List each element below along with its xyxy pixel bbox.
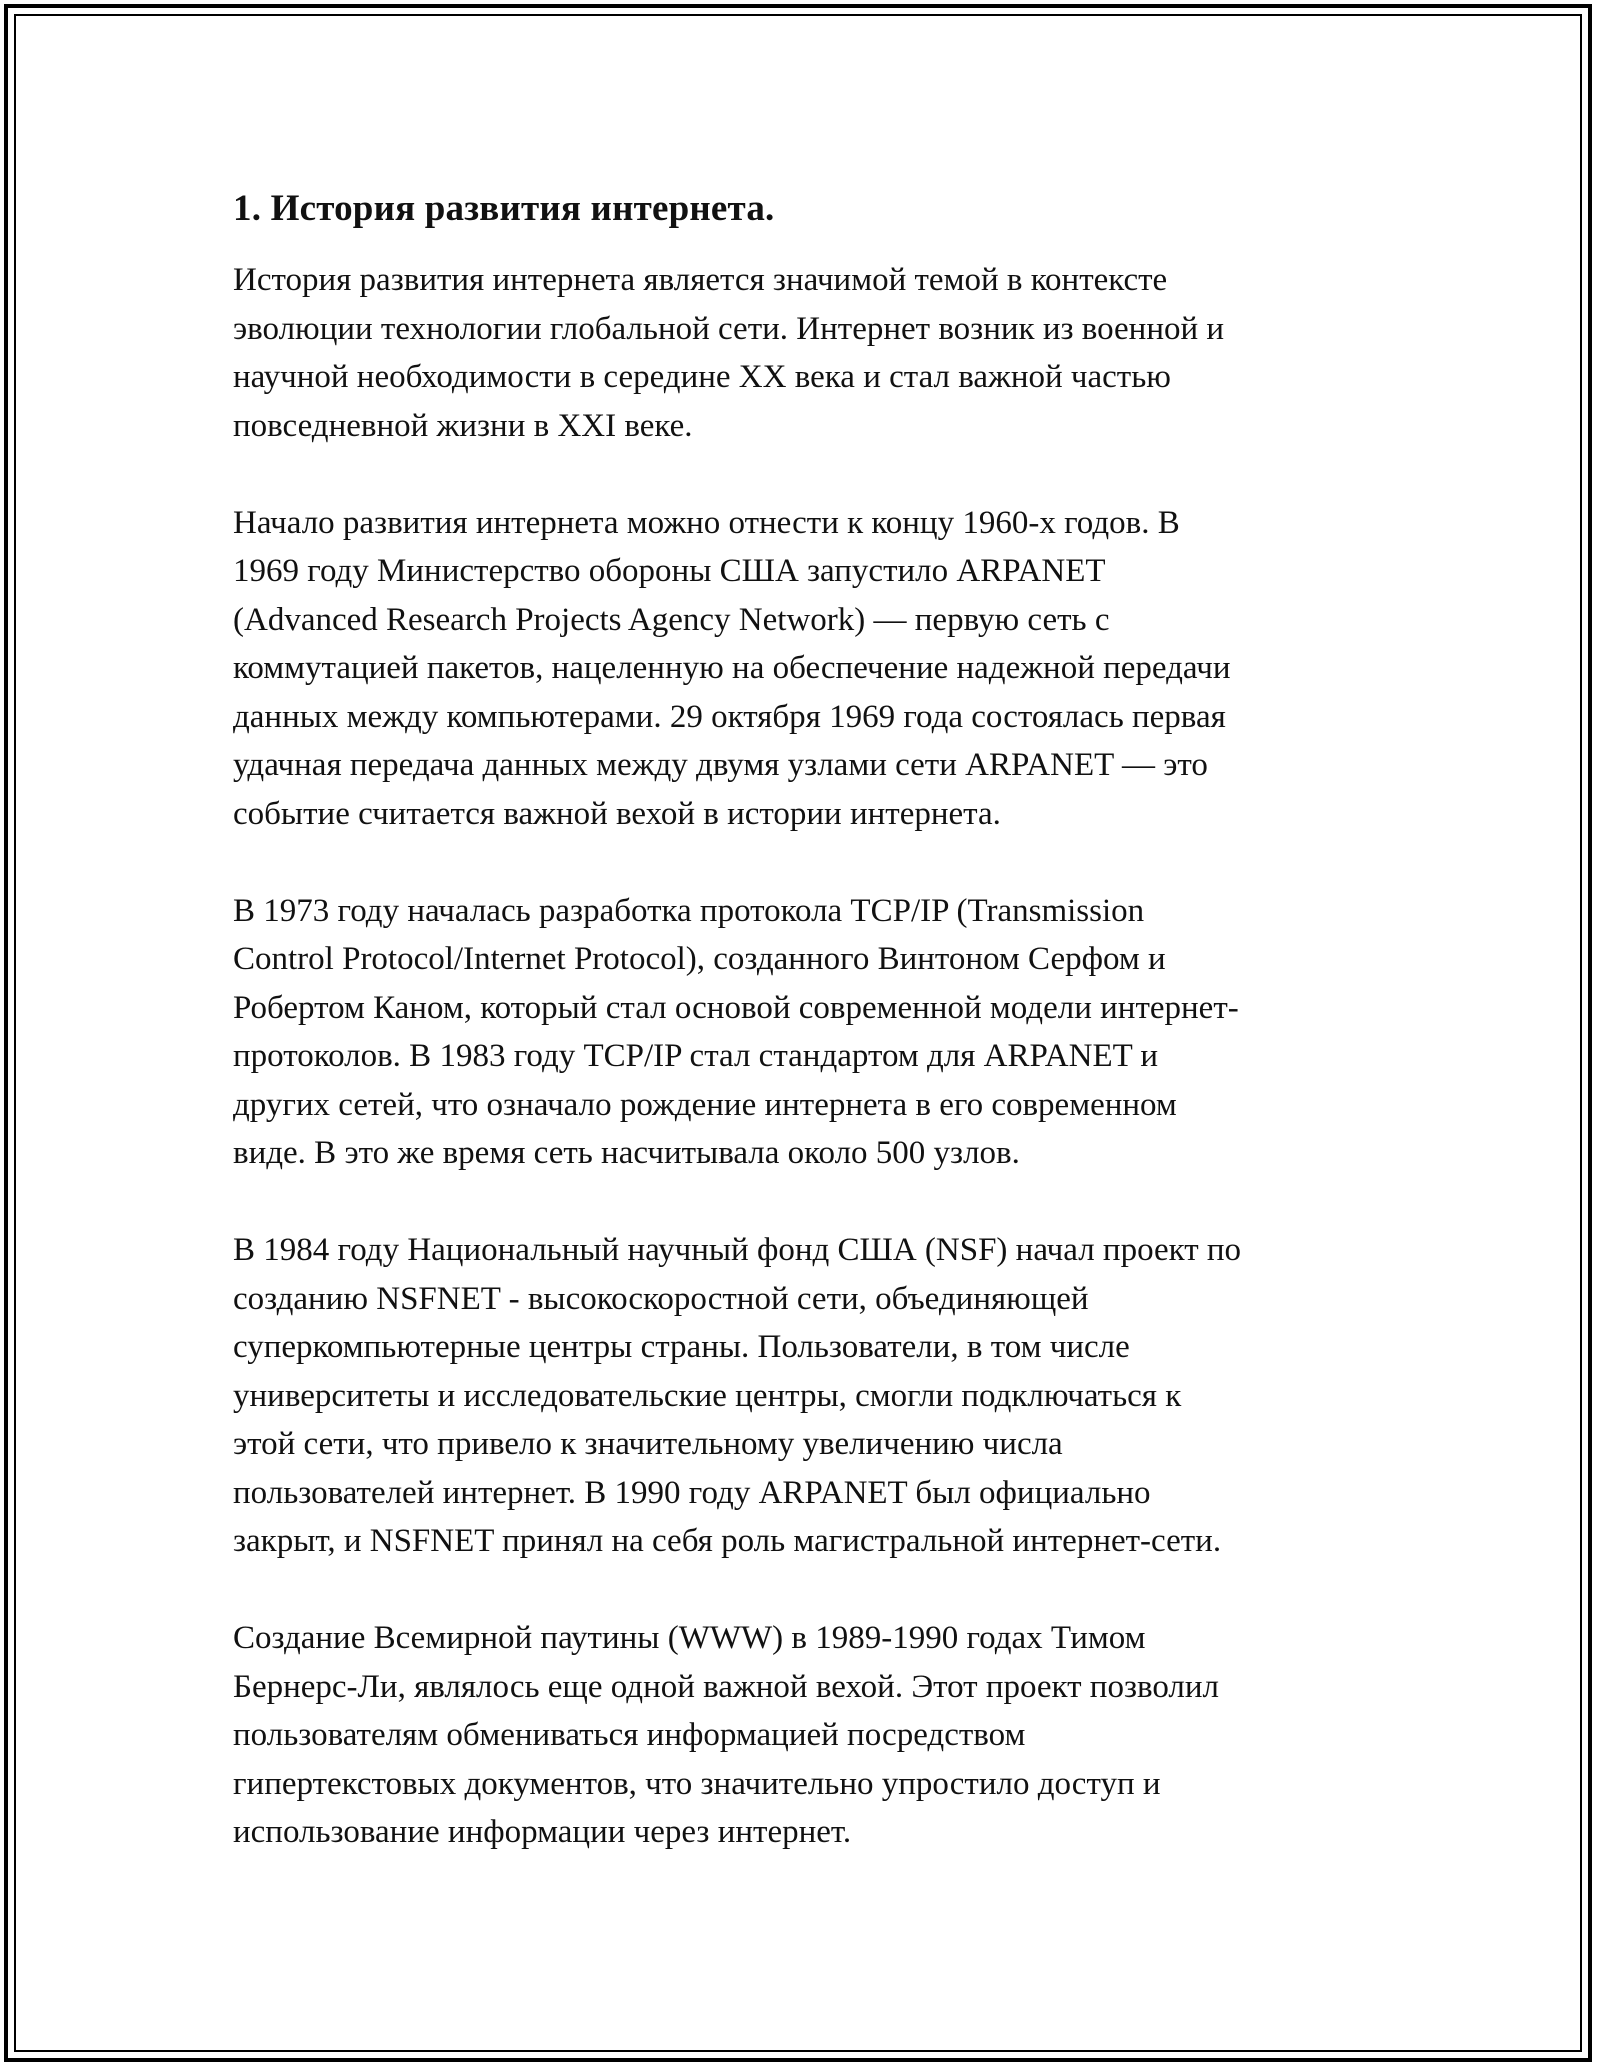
paragraph-nsfnet: В 1984 году Национальный научный фонд США (NSF) начал проект по созданию NSFNET - высокоскоростной сети, объединяющей суперкомпьютерные центры страны. Пользователи, в том числе университеты и исследовательские центры, смогли подключаться к этой сети, что привело к значительному увеличению числа пользователей интернет. В 1990 году ARPANET был официально закрыт, и NSFNET принял на себя роль магистральной интернет-сети. [233,1232,1242,1559]
paragraph-intro: История развития интернета является значимой темой в контексте эволюции технологии глобальной сети. Интернет возник из военной и научной необходимости в середине XX века и стал важной частью повседневной жизни в XXI веке. [233,262,1225,444]
document-body [233,186,1368,1905]
paragraph-tcp-ip: В 1973 году началась разработка протокола TCP/IP (Transmission Control Protocol/Internet Protocol), созданного Винтоном Серфом и Робертом Каном, который стал основой современной модели интернет- протоколов. В 1983 году TCP/IP стал стандартом для ARPANET и других сетей, что означало рождение интернета в его современном виде. В это же время сеть насчитывала около 500 узлов. [233,892,1239,1171]
section-heading: 1. История развития интернета. [233,188,775,229]
paragraph-arpanet: Начало развития интернета можно отнести к концу 1960-х годов. В 1969 году Министерство обороны США запустило ARPANET (Advanced Research Projects Agency Network) — первую сеть с коммутацией пакетов, нацеленную на обеспечение надежной передачи данных между компьютерами. 29 октября 1969 года состоялась первая удачная передача данных между двумя узлами сети ARPANET — это событие считается важной вехой в истории интернета. [233,504,1231,832]
paragraph-www: Создание Всемирной паутины (WWW) в 1989-1990 годах Тимом Бернерс-Ли, являлось еще одной важной вехой. Этот проект позволил пользователям обмениваться информацией посредством гипертекстовых документов, что значительно упростило доступ и использование информации через интернет. [233,1620,1220,1850]
